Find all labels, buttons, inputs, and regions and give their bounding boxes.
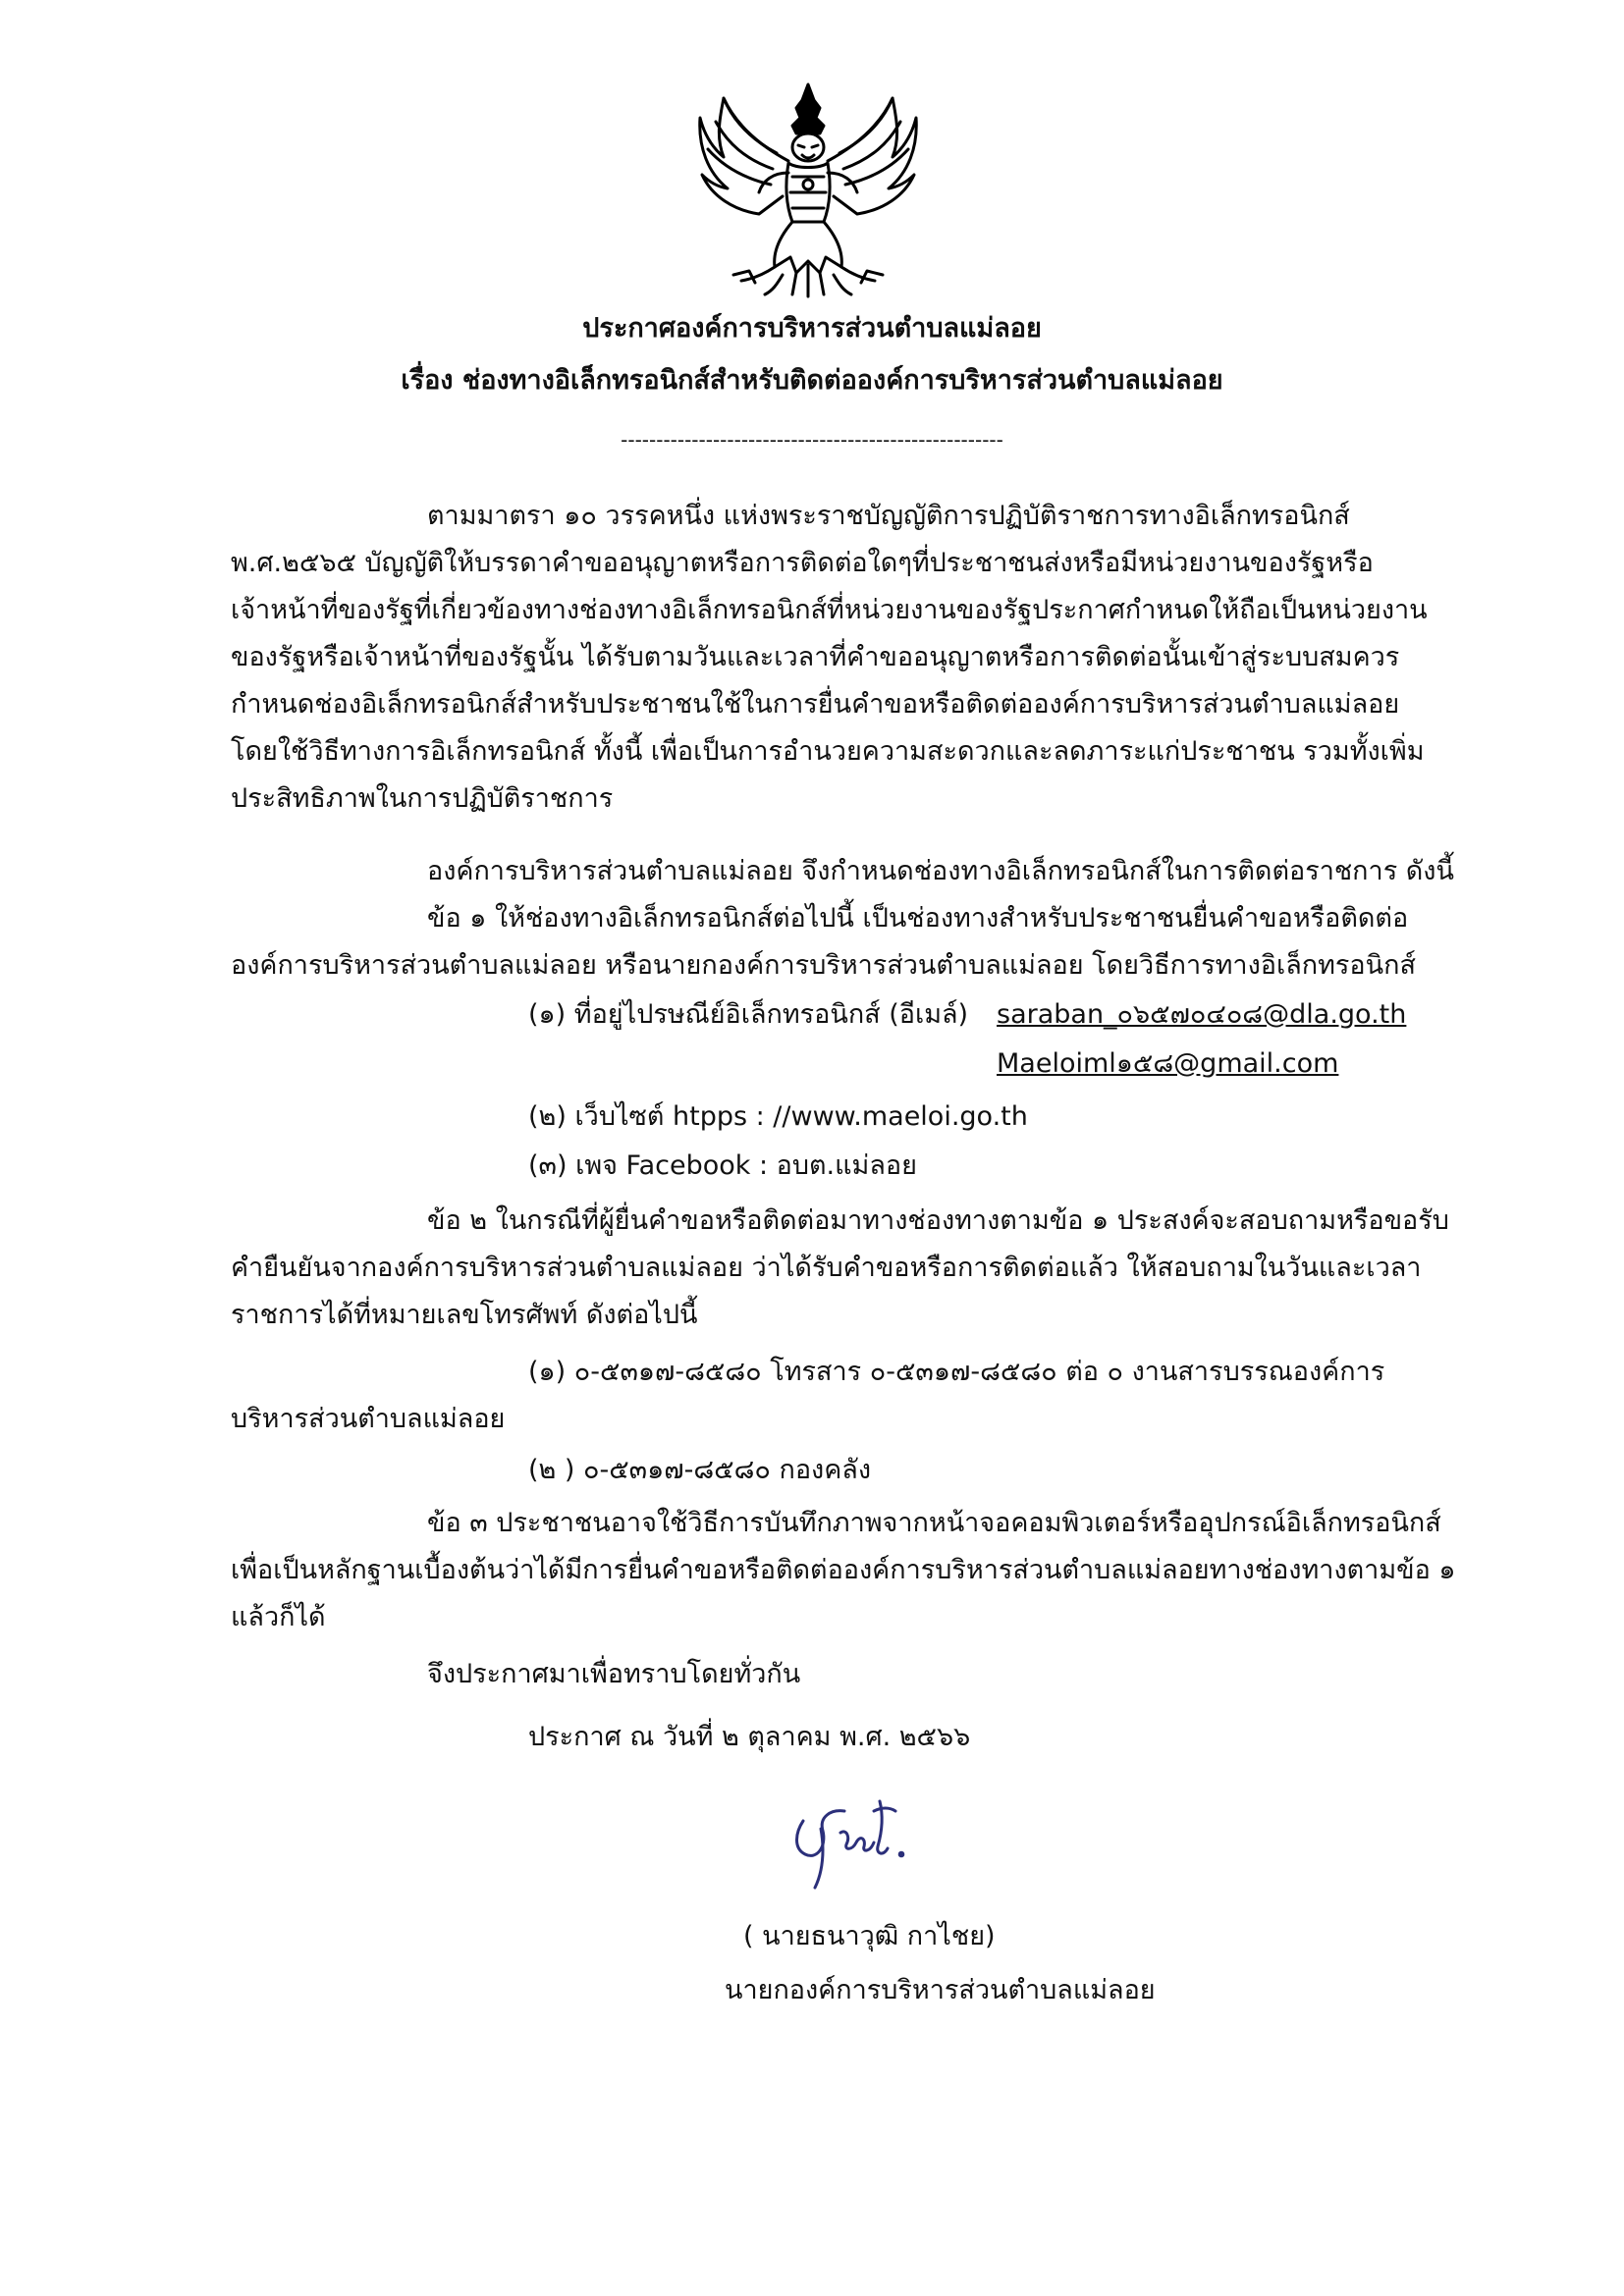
header-divider: ------------------------------------------------------ — [621, 428, 1003, 452]
intro-line: ของรัฐหรือเจ้าหน้าที่ของรัฐนั้น ได้รับตามวันและเวลาที่คำขออนุญาตหรือการติดต่อนั้นเข้าสู่ระบบสมควร — [231, 642, 1400, 672]
announcement-title: ประกาศองค์การบริหารส่วนตำบลแม่ลอย — [582, 313, 1042, 344]
garuda-emblem-icon — [694, 79, 922, 299]
item-2-line: ข้อ ๒ ในกรณีที่ผู้ยื่นคำขอหรือติดต่อมาทางช่องทางตามข้อ ๑ ประสงค์จะสอบถามหรือขอรับ — [427, 1205, 1449, 1236]
email-link-gmail[interactable]: Maeloiml๑๕๘@gmail.com — [997, 1048, 1339, 1079]
intro-line: เจ้าหน้าที่ของรัฐที่เกี่ยวข้องทางช่องทางอิเล็กทรอนิกส์ที่หน่วยงานของรัฐประกาศกำหนดให้ถือเป็นหน่วยงาน — [231, 595, 1428, 625]
designation-paragraph: องค์การบริหารส่วนตำบลแม่ลอย จึงกำหนดช่องทางอิเล็กทรอนิกส์ในการติดต่อราชการ ดังนี้ — [427, 856, 1454, 886]
signer-name: ( นายธนาวุฒิ กาไชย) — [743, 1921, 996, 1951]
item-2-line: คำยืนยันจากองค์การบริหารส่วนตำบลแม่ลอย ว่าได้รับคำขอหรือการติดต่อแล้ว ให้สอบถามในวันและเวลา — [231, 1253, 1422, 1283]
intro-line: โดยใช้วิธีทางการอิเล็กทรอนิกส์ ทั้งนี้ เพื่อเป็นการอำนวยความสะดวกและลดภาระแก่ประชาชน รวมทั้งเพิ่ม — [231, 736, 1425, 767]
intro-line: ประสิทธิภาพในการปฏิบัติราชการ — [231, 783, 614, 814]
item-2-line: ราชการได้ที่หมายเลขโทรศัพท์ ดังต่อไปนี้ — [231, 1300, 698, 1330]
announcement-date: ประกาศ ณ วันที่ ๒ ตุลาคม พ.ศ. ๒๕๖๖ — [528, 1722, 971, 1752]
website-item: (๒) เว็บไซต์ htpps : //www.maeloi.go.th — [528, 1101, 1028, 1132]
phone-1-continued: บริหารส่วนตำบลแม่ลอย — [231, 1404, 506, 1434]
item-1-line: ข้อ ๑ ให้ช่องทางอิเล็กทรอนิกส์ต่อไปนี้ เป็นช่องทางสำหรับประชาชนยื่นคำขอหรือติดต่อ — [427, 903, 1409, 934]
signer-position: นายกองค์การบริหารส่วนตำบลแม่ลอย — [725, 1975, 1156, 2005]
item-1-line: องค์การบริหารส่วนตำบลแม่ลอย หรือนายกองค์การบริหารส่วนตำบลแม่ลอย โดยวิธีการทางอิเล็กทรอนิกส์ — [231, 950, 1416, 981]
intro-line: กำหนดช่องอิเล็กทรอนิกส์สำหรับประชาชนใช้ในการยื่นคำขอหรือติดต่อองค์การบริหารส่วนตำบลแม่ลอย — [231, 689, 1400, 720]
phone-2: (๒ ) ๐-๕๓๑๗-๘๕๘๐ กองคลัง — [528, 1455, 872, 1485]
email-link-saraban[interactable]: saraban_๐๖๕๗๐๔๐๘@dla.go.th — [997, 999, 1407, 1030]
item-3-line: ข้อ ๓ ประชาชนอาจใช้วิธีการบันทึกภาพจากหน้าจอคอมพิวเตอร์หรืออุปกรณ์อิเล็กทรอนิกส์ — [427, 1508, 1441, 1538]
phone-1: (๑) ๐-๕๓๑๗-๘๕๘๐ โทรสาร ๐-๕๓๑๗-๘๕๘๐ ต่อ ๐ งานสารบรรณองค์การ — [528, 1357, 1385, 1387]
item-3-line: แล้วก็ได้ — [231, 1602, 326, 1632]
intro-line: ตามมาตรา ๑๐ วรรคหนึ่ง แห่งพระราชบัญญัติการปฏิบัติราชการทางอิเล็กทรอนิกส์ — [427, 501, 1350, 531]
item-3-line: เพื่อเป็นหลักฐานเบื้องต้นว่าได้มีการยื่นคำขอหรือติดต่อองค์การบริหารส่วนตำบลแม่ลอยทางช่องทางตามข้อ ๑ — [231, 1555, 1456, 1585]
facebook-item: (๓) เพจ Facebook : อบต.แม่ลอย — [528, 1150, 917, 1181]
intro-line: พ.ศ.๒๕๖๕ บัญญัติให้บรรดาคำขออนุญาตหรือการติดต่อใดๆที่ประชาชนส่งหรือมีหน่วยงานของรัฐหรือ — [231, 548, 1374, 578]
closing-statement: จึงประกาศมาเพื่อทราบโดยทั่วกัน — [427, 1659, 801, 1689]
announcement-subject: เรื่อง ช่องทางอิเล็กทรอนิกส์สำหรับติดต่อองค์การบริหารส่วนตำบลแม่ลอย — [401, 365, 1223, 396]
email-label: (๑) ที่อยู่ไปรษณีย์อิเล็กทรอนิกส์ (อีเมล์) — [528, 999, 969, 1030]
handwritten-signature — [776, 1782, 952, 1899]
